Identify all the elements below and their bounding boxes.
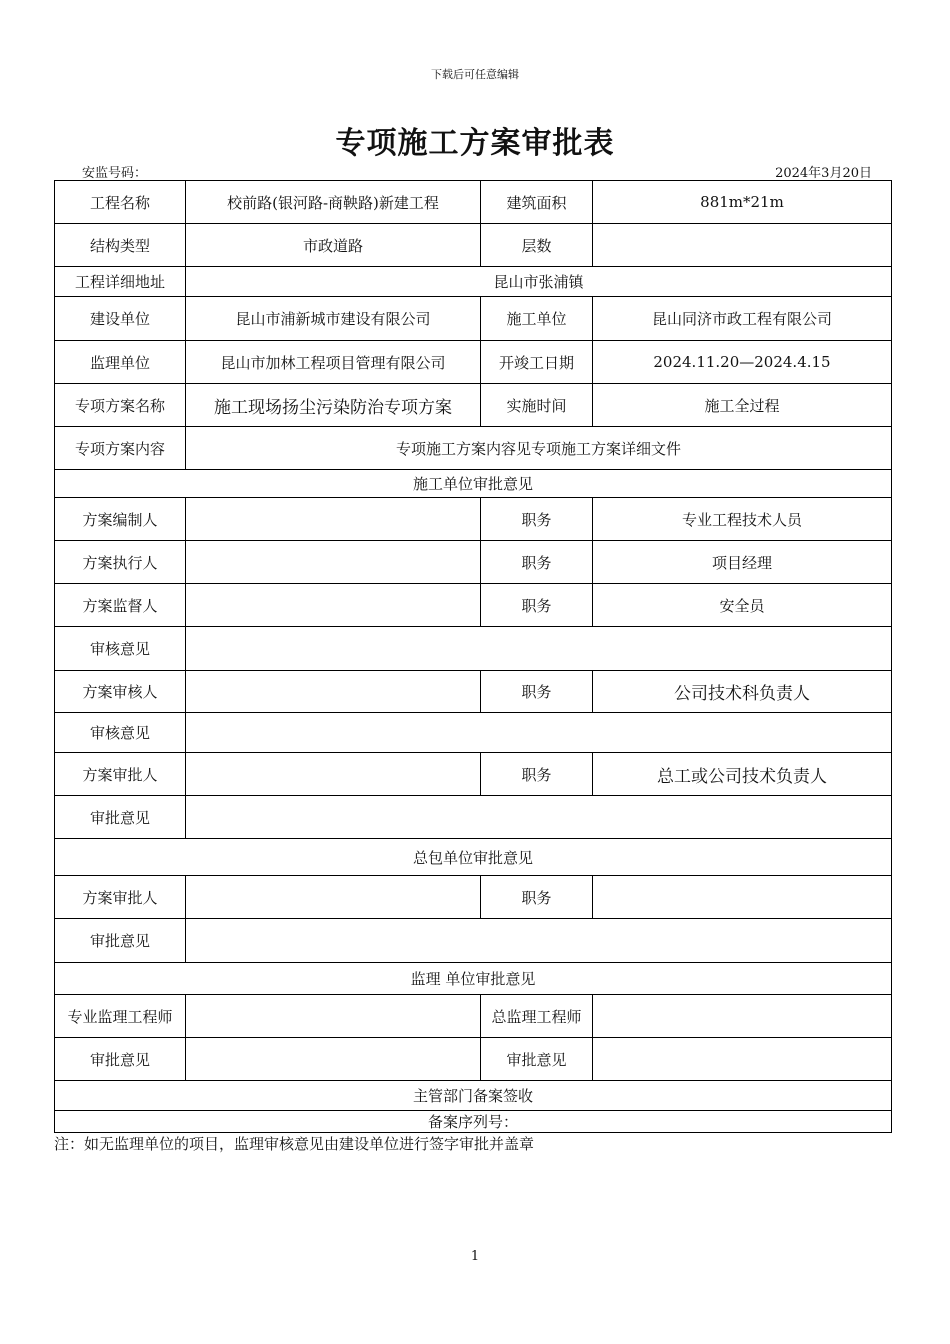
engineer-signature-field[interactable] bbox=[186, 995, 481, 1038]
section-header bbox=[55, 839, 892, 876]
table-row bbox=[55, 753, 892, 796]
reviewer-label: 方案审核人 bbox=[55, 671, 186, 713]
chief-engineer-label: 总监理工程师 bbox=[481, 995, 593, 1038]
table-row bbox=[55, 498, 892, 541]
duty-label: 职务 bbox=[481, 584, 593, 627]
section-header bbox=[55, 963, 892, 995]
code-label: 安监号码： bbox=[82, 166, 148, 181]
section-header bbox=[55, 470, 892, 498]
structure-type-value: 市政道路 bbox=[186, 224, 481, 267]
general-approval-opinion-field[interactable] bbox=[186, 919, 892, 963]
table-row bbox=[55, 267, 892, 297]
address-value: 昆山市张浦镇 bbox=[186, 267, 892, 297]
plan-name-value: 施工现场扬尘污染防治专项方案 bbox=[186, 384, 481, 427]
footnote: 注：如无监理单位的项目，监理审核意见由建设单位进行签字审批并盖章 bbox=[54, 1135, 535, 1153]
record-number-label: 备案序列号： bbox=[55, 1111, 892, 1133]
approval-opinion-field[interactable] bbox=[186, 796, 892, 839]
section-header bbox=[55, 1081, 892, 1111]
supervisor-value: 昆山市加林工程项目管理有限公司 bbox=[186, 341, 481, 384]
project-name-label: 工程名称 bbox=[55, 181, 186, 224]
authority-section-title: 主管部门备案签收 bbox=[55, 1081, 892, 1111]
table-row bbox=[55, 796, 892, 839]
review-opinion-label: 审核意见 bbox=[55, 627, 186, 671]
contractor-label: 施工单位 bbox=[481, 297, 593, 341]
review-opinion-field[interactable] bbox=[186, 627, 892, 671]
floors-value bbox=[593, 224, 892, 267]
table-row bbox=[55, 297, 892, 341]
table-row bbox=[55, 541, 892, 584]
header-note: 下载后可任意编辑 bbox=[431, 68, 519, 81]
general-approver-signature-field[interactable] bbox=[186, 876, 481, 919]
table-row bbox=[55, 671, 892, 713]
floors-label: 层数 bbox=[481, 224, 593, 267]
approval-opinion-label: 审批意见 bbox=[55, 796, 186, 839]
chief-engineer-signature-field[interactable] bbox=[593, 995, 892, 1038]
engineer-label: 专业监理工程师 bbox=[55, 995, 186, 1038]
approver-label: 方案审批人 bbox=[55, 753, 186, 796]
construction-section-title: 施工单位审批意见 bbox=[55, 470, 892, 498]
table-row bbox=[55, 427, 892, 470]
approver-duty: 总工或公司技术负责人 bbox=[593, 753, 892, 796]
table-row bbox=[55, 995, 892, 1038]
implementation-time-value: 施工全过程 bbox=[593, 384, 892, 427]
address-label: 工程详细地址 bbox=[55, 267, 186, 297]
executor-label: 方案执行人 bbox=[55, 541, 186, 584]
structure-type-label: 结构类型 bbox=[55, 224, 186, 267]
reviewer-signature-field[interactable] bbox=[186, 671, 481, 713]
general-approval-opinion-label: 审批意见 bbox=[55, 919, 186, 963]
chief-opinion-label: 审批意见 bbox=[481, 1038, 593, 1081]
table-row bbox=[55, 1038, 892, 1081]
table-row bbox=[55, 181, 892, 224]
duty-label: 职务 bbox=[481, 541, 593, 584]
plan-content-label: 专项方案内容 bbox=[55, 427, 186, 470]
implementation-time-label: 实施时间 bbox=[481, 384, 593, 427]
review-opinion-field[interactable] bbox=[186, 713, 892, 753]
table-row bbox=[55, 876, 892, 919]
supervision-opinion-label: 审批意见 bbox=[55, 1038, 186, 1081]
compiler-label: 方案编制人 bbox=[55, 498, 186, 541]
compiler-duty: 专业工程技术人员 bbox=[593, 498, 892, 541]
dates-value: 2024.11.20—2024.4.15 bbox=[593, 341, 892, 384]
dates-label: 开竣工日期 bbox=[481, 341, 593, 384]
reviewer-duty: 公司技术科负责人 bbox=[593, 671, 892, 713]
table-row bbox=[55, 584, 892, 627]
monitor-signature-field[interactable] bbox=[186, 584, 481, 627]
approver-signature-field[interactable] bbox=[186, 753, 481, 796]
duty-label: 职务 bbox=[481, 671, 593, 713]
plan-name-label: 专项方案名称 bbox=[55, 384, 186, 427]
table-row bbox=[55, 919, 892, 963]
executor-signature-field[interactable] bbox=[186, 541, 481, 584]
table-row bbox=[55, 713, 892, 753]
review-opinion-label: 审核意见 bbox=[55, 713, 186, 753]
form-date: 2024年3月20日 bbox=[775, 166, 872, 181]
table-row bbox=[55, 341, 892, 384]
duty-label: 职务 bbox=[481, 753, 593, 796]
general-approver-duty-field[interactable] bbox=[593, 876, 892, 919]
general-approver-label: 方案审批人 bbox=[55, 876, 186, 919]
compiler-signature-field[interactable] bbox=[186, 498, 481, 541]
approval-form-table bbox=[54, 180, 892, 1133]
building-area-label: 建筑面积 bbox=[481, 181, 593, 224]
owner-value: 昆山市浦新城市建设有限公司 bbox=[186, 297, 481, 341]
supervision-section-title: 监理 单位审批意见 bbox=[55, 963, 892, 995]
duty-label: 职务 bbox=[481, 876, 593, 919]
project-name-value: 校前路(银河路-商鞅路)新建工程 bbox=[186, 181, 481, 224]
supervisor-label: 监理单位 bbox=[55, 341, 186, 384]
general-section-title: 总包单位审批意见 bbox=[55, 839, 892, 876]
form-title: 专项施工方案审批表 bbox=[335, 126, 615, 161]
contractor-value: 昆山同济市政工程有限公司 bbox=[593, 297, 892, 341]
table-row bbox=[55, 384, 892, 427]
plan-content-value: 专项施工方案内容见专项施工方案详细文件 bbox=[186, 427, 892, 470]
page-number: 1 bbox=[470, 1249, 480, 1264]
building-area-value: 881m*21m bbox=[593, 181, 892, 224]
duty-label: 职务 bbox=[481, 498, 593, 541]
table-row bbox=[55, 1111, 892, 1133]
monitor-label: 方案监督人 bbox=[55, 584, 186, 627]
owner-label: 建设单位 bbox=[55, 297, 186, 341]
table-row bbox=[55, 224, 892, 267]
supervision-opinion-field[interactable] bbox=[186, 1038, 481, 1081]
monitor-duty: 安全员 bbox=[593, 584, 892, 627]
table-row bbox=[55, 627, 892, 671]
executor-duty: 项目经理 bbox=[593, 541, 892, 584]
chief-opinion-field[interactable] bbox=[593, 1038, 892, 1081]
